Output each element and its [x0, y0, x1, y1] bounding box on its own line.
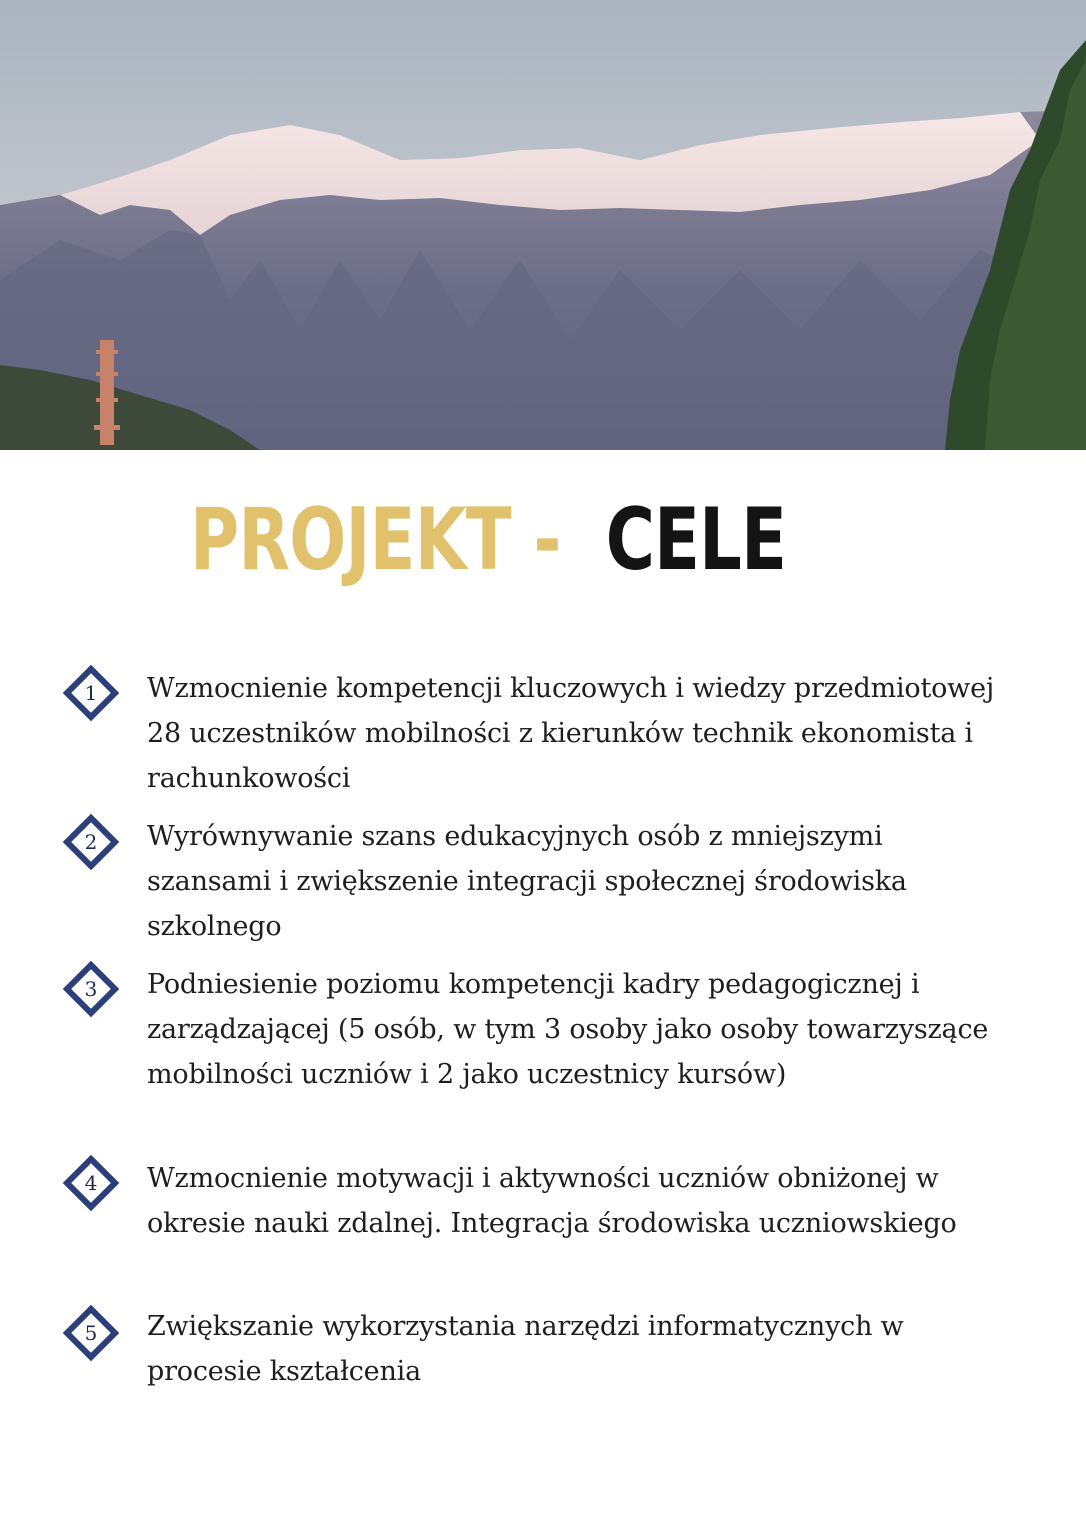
- goal-number: 5: [84, 1321, 98, 1345]
- goal-text: Wyrównywanie szans edukacyjnych osób z mniejszymi szansami i zwiększenie integracji społecznej środowiska szkolnego: [147, 821, 907, 942]
- title-part-project: PROJEKT -: [190, 490, 561, 590]
- title-part-cele: CELE: [605, 490, 787, 590]
- diamond-badge-icon: [60, 662, 122, 724]
- goal-text: Zwiększanie wykorzystania narzędzi informatycznych w procesie kształcenia: [147, 1311, 904, 1387]
- goal-text: Podniesienie poziomu kompetencji kadry pedagogicznej i zarządzającej (5 osób, w tym 3 osoby jako osoby towarzyszące mobilności uczniów i 2 jako uczestnicy kursów): [147, 969, 989, 1090]
- goal-number: 4: [84, 1171, 98, 1195]
- diamond-badge-icon: [60, 958, 122, 1020]
- page-title: [190, 490, 786, 590]
- goal-number: 2: [84, 830, 98, 854]
- diamond-badge-icon: [60, 811, 122, 873]
- goal-text: Wzmocnienie kompetencji kluczowych i wiedzy przedmiotowej 28 uczestników mobilności z kierunków technik ekonomista i rachunkowości: [147, 673, 995, 794]
- goal-number: 3: [84, 977, 98, 1001]
- diamond-badge-icon: [60, 1302, 122, 1364]
- goal-text: Wzmocnienie motywacji i aktywności uczniów obniżonej w okresie nauki zdalnej. Integracja środowiska uczniowskiego: [147, 1163, 957, 1239]
- mountain-photo: [0, 0, 1086, 450]
- diamond-badge-icon: [60, 1152, 122, 1214]
- goal-number: 1: [84, 681, 98, 705]
